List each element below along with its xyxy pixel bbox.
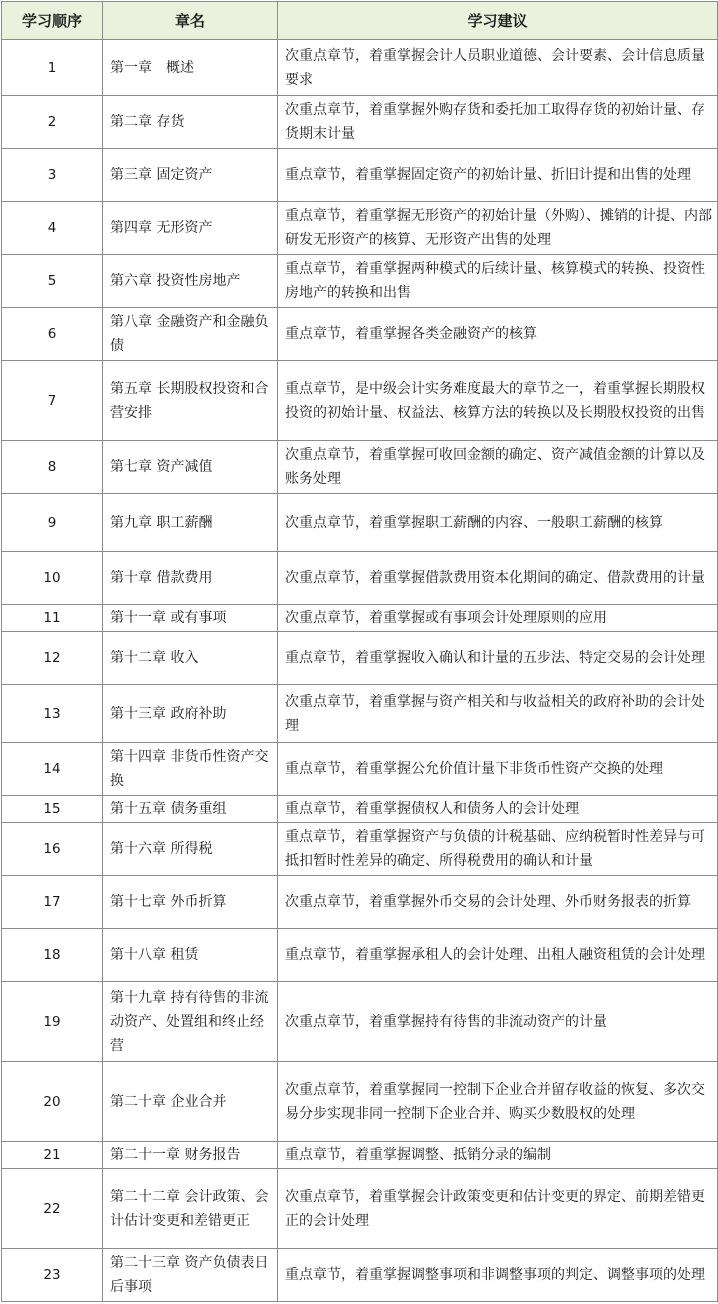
chapter-cell: 第十一章 或有事项 xyxy=(103,605,278,632)
order-cell: 16 xyxy=(2,823,103,876)
chapter-cell: 第十三章 政府补助 xyxy=(103,685,278,743)
advice-cell: 次重点章节，着重掌握职工薪酬的内容、一般职工薪酬的核算 xyxy=(278,494,718,552)
advice-cell: 重点章节，着重掌握收入确认和计量的五步法、特定交易的会计处理 xyxy=(278,632,718,685)
chapter-cell: 第七章 资产减值 xyxy=(103,441,278,494)
chapter-cell: 第十七章 外币折算 xyxy=(103,876,278,929)
order-cell: 13 xyxy=(2,685,103,743)
table-row xyxy=(2,796,718,823)
advice-cell: 次重点章节，着重掌握借款费用资本化期间的确定、借款费用的计量 xyxy=(278,552,718,605)
chapter-cell: 第十四章 非货币性资产交换 xyxy=(103,743,278,796)
advice-cell: 次重点章节，着重掌握外购存货和委托加工取得存货的初始计量、存货期末计量 xyxy=(278,96,718,149)
chapter-cell: 第二十二章 会计政策、会计估计变更和差错更正 xyxy=(103,1169,278,1249)
table-row xyxy=(2,743,718,796)
chapter-cell: 第一章 概述 xyxy=(103,40,278,96)
chapter-cell: 第二十三章 资产负债表日后事项 xyxy=(103,1249,278,1302)
table-row xyxy=(2,929,718,982)
chapter-cell: 第八章 金融资产和金融负债 xyxy=(103,308,278,361)
order-cell: 15 xyxy=(2,796,103,823)
order-cell: 19 xyxy=(2,982,103,1062)
order-cell: 17 xyxy=(2,876,103,929)
order-cell: 14 xyxy=(2,743,103,796)
order-cell: 6 xyxy=(2,308,103,361)
chapter-cell: 第三章 固定资产 xyxy=(103,149,278,202)
order-cell: 7 xyxy=(2,361,103,441)
table-row xyxy=(2,1142,718,1169)
table-row xyxy=(2,1249,718,1302)
chapter-cell: 第十六章 所得税 xyxy=(103,823,278,876)
advice-cell: 重点章节，着重掌握各类金融资产的核算 xyxy=(278,308,718,361)
chapter-cell: 第二十章 企业合并 xyxy=(103,1062,278,1142)
table-row xyxy=(2,40,718,96)
order-cell: 10 xyxy=(2,552,103,605)
order-cell: 5 xyxy=(2,255,103,308)
table-row xyxy=(2,149,718,202)
chapter-cell: 第十章 借款费用 xyxy=(103,552,278,605)
order-cell: 9 xyxy=(2,494,103,552)
advice-cell: 次重点章节，着重掌握或有事项会计处理原则的应用 xyxy=(278,605,718,632)
table-row xyxy=(2,96,718,149)
advice-cell: 次重点章节，着重掌握外币交易的会计处理、外币财务报表的折算 xyxy=(278,876,718,929)
table-row xyxy=(2,255,718,308)
advice-cell: 重点章节，着重掌握固定资产的初始计量、折旧计提和出售的处理 xyxy=(278,149,718,202)
order-cell: 4 xyxy=(2,202,103,255)
order-cell: 20 xyxy=(2,1062,103,1142)
chapter-cell: 第十二章 收入 xyxy=(103,632,278,685)
chapter-cell: 第二章 存货 xyxy=(103,96,278,149)
table-row xyxy=(2,982,718,1062)
order-cell: 18 xyxy=(2,929,103,982)
header-chapter: 章名 xyxy=(103,2,278,40)
advice-cell: 次重点章节，着重掌握同一控制下企业合并留存收益的恢复、多次交易分步实现非同一控制下企业合并、购买少数股权的处理 xyxy=(278,1062,718,1142)
table-row xyxy=(2,1062,718,1142)
study-plan-table xyxy=(1,1,718,1302)
table-row xyxy=(2,823,718,876)
study-plan-table-container xyxy=(1,1,717,1302)
order-cell: 22 xyxy=(2,1169,103,1249)
advice-cell: 重点章节，着重掌握调整、抵销分录的编制 xyxy=(278,1142,718,1169)
chapter-cell: 第十九章 持有待售的非流动资产、处置组和终止经营 xyxy=(103,982,278,1062)
chapter-cell: 第十八章 租赁 xyxy=(103,929,278,982)
table-row xyxy=(2,361,718,441)
chapter-cell: 第十五章 债务重组 xyxy=(103,796,278,823)
advice-cell: 次重点章节，着重掌握会计人员职业道德、会计要素、会计信息质量要求 xyxy=(278,40,718,96)
order-cell: 3 xyxy=(2,149,103,202)
advice-cell: 次重点章节，着重掌握持有待售的非流动资产的计量 xyxy=(278,982,718,1062)
table-row xyxy=(2,308,718,361)
table-body xyxy=(2,40,718,1302)
order-cell: 11 xyxy=(2,605,103,632)
chapter-cell: 第四章 无形资产 xyxy=(103,202,278,255)
table-header-row xyxy=(2,2,718,40)
chapter-cell: 第九章 职工薪酬 xyxy=(103,494,278,552)
order-cell: 12 xyxy=(2,632,103,685)
order-cell: 23 xyxy=(2,1249,103,1302)
advice-cell: 重点章节，着重掌握无形资产的初始计量（外购）、摊销的计提、内部研发无形资产的核算、无形资产出售的处理 xyxy=(278,202,718,255)
advice-cell: 重点章节，着重掌握两种模式的后续计量、核算模式的转换、投资性房地产的转换和出售 xyxy=(278,255,718,308)
table-row xyxy=(2,632,718,685)
chapter-cell: 第六章 投资性房地产 xyxy=(103,255,278,308)
chapter-cell: 第五章 长期股权投资和合营安排 xyxy=(103,361,278,441)
header-order: 学习顺序 xyxy=(2,2,103,40)
order-cell: 2 xyxy=(2,96,103,149)
advice-cell: 次重点章节，着重掌握会计政策变更和估计变更的界定、前期差错更正的会计处理 xyxy=(278,1169,718,1249)
order-cell: 8 xyxy=(2,441,103,494)
header-advice: 学习建议 xyxy=(278,2,718,40)
advice-cell: 次重点章节，着重掌握与资产相关和与收益相关的政府补助的会计处理 xyxy=(278,685,718,743)
advice-cell: 重点章节，着重掌握承租人的会计处理、出租人融资租赁的会计处理 xyxy=(278,929,718,982)
advice-cell: 重点章节，着重掌握资产与负债的计税基础、应纳税暂时性差异与可抵扣暂时性差异的确定、所得税费用的确认和计量 xyxy=(278,823,718,876)
table-row xyxy=(2,552,718,605)
table-row xyxy=(2,1169,718,1249)
advice-cell: 重点章节，着重掌握公允价值计量下非货币性资产交换的处理 xyxy=(278,743,718,796)
table-row xyxy=(2,494,718,552)
table-row xyxy=(2,685,718,743)
table-row xyxy=(2,202,718,255)
advice-cell: 重点章节，着重掌握债权人和债务人的会计处理 xyxy=(278,796,718,823)
advice-cell: 重点章节，是中级会计实务难度最大的章节之一，着重掌握长期股权投资的初始计量、权益法、核算方法的转换以及长期股权投资的出售 xyxy=(278,361,718,441)
order-cell: 21 xyxy=(2,1142,103,1169)
advice-cell: 重点章节，着重掌握调整事项和非调整事项的判定、调整事项的处理 xyxy=(278,1249,718,1302)
table-row xyxy=(2,876,718,929)
table-row xyxy=(2,605,718,632)
order-cell: 1 xyxy=(2,40,103,96)
table-row xyxy=(2,441,718,494)
chapter-cell: 第二十一章 财务报告 xyxy=(103,1142,278,1169)
advice-cell: 次重点章节，着重掌握可收回金额的确定、资产减值金额的计算以及账务处理 xyxy=(278,441,718,494)
